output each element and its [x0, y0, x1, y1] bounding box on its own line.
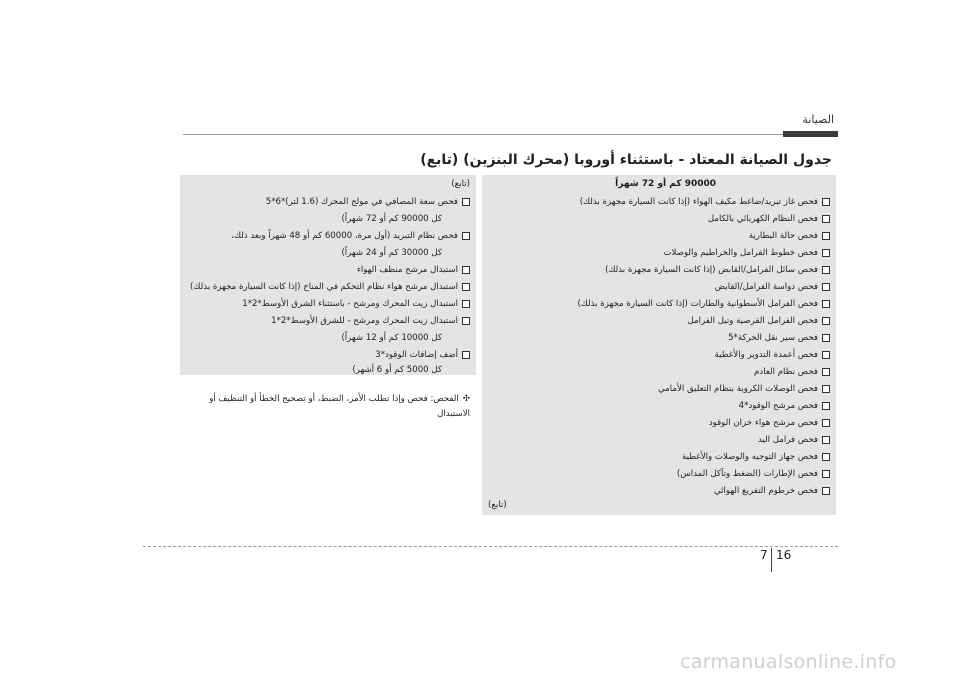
checkbox-icon [822, 300, 830, 308]
list-item: فحص فرامل اليد [758, 435, 830, 445]
checkbox-icon [822, 436, 830, 444]
table-title: جدول الصيانة المعتاد - باستثناء أوروبا (محرك البنزين) (تابع) [420, 152, 832, 168]
list-item: فحص الفرامل الأسطوانية والطارات (إذا كانت السيارة مجهزة بذلك) [577, 299, 830, 309]
checkbox-icon [822, 385, 830, 393]
footer-divider [143, 546, 838, 547]
maintenance-panel-continued [180, 175, 476, 375]
inspection-note [180, 392, 470, 422]
cross-icon: ✣ [462, 394, 470, 404]
checkbox-icon [822, 419, 830, 427]
checkbox-icon [822, 232, 830, 240]
checkbox-icon [462, 266, 470, 274]
list-item: فحص نظام التبريد (أول مرة، 60000 كم أو 48 شهراً وبعد ذلك، [231, 231, 470, 241]
checkbox-icon [822, 283, 830, 291]
list-item: فحص حالة البطارية [749, 231, 830, 241]
checkbox-icon [462, 300, 470, 308]
header-accent-bar [783, 131, 838, 137]
checkbox-icon [822, 402, 830, 410]
interval-heading: 90000 كم أو 72 شهراً [615, 179, 716, 189]
list-item: فحص أعمدة التدوير والأغطية [715, 350, 830, 360]
list-item: فحص مرشح هواء خزان الوقود [709, 418, 830, 428]
list-item: فحص نظام العادم [754, 367, 830, 377]
continued-label: (تابع) [488, 500, 507, 510]
chapter-number: 7 [760, 548, 768, 562]
list-item: فحص دواسة الفرامل/القابض [715, 282, 830, 292]
checkbox-icon [462, 351, 470, 359]
list-item: استبدال زيت المحرك ومرشح - للشرق الأوسط*2*1 [271, 316, 470, 326]
checkbox-icon [822, 351, 830, 359]
checkbox-icon [822, 266, 830, 274]
checkbox-icon [822, 453, 830, 461]
list-item-interval: كل 30000 كم أو 24 شهراً) [341, 248, 442, 258]
maintenance-panel-90000 [482, 175, 836, 515]
header-rule [183, 134, 783, 135]
list-item: فحص النظام الكهربائي بالكامل [708, 214, 830, 224]
list-item: فحص جهاز التوجيه والوصلات والأغطية [682, 452, 830, 462]
checkbox-icon [822, 368, 830, 376]
note-text: الفحص: فحص وإذا تطلب الأمر، الضبط، أو تصحيح الخطأ أو التنظيف أو الاستبدال [209, 394, 470, 419]
checkbox-icon [462, 317, 470, 325]
checkbox-icon [822, 334, 830, 342]
list-item: فحص سير نقل الحركة*5 [728, 333, 830, 343]
checkbox-icon [462, 283, 470, 291]
page-number-separator [771, 548, 772, 572]
list-item: فحص سائل الفرامل/القابض (إذا كانت السيارة مجهزة بذلك) [605, 265, 830, 275]
list-item: استبدال مرشح منظف الهواء [357, 265, 470, 275]
checkbox-icon [462, 232, 470, 240]
list-item: فحص خرطوم التفريغ الهوائي [714, 486, 830, 496]
list-item: فحص سعة المصافي في مولج المحرك (1.6 لتر)*6*5 [266, 197, 470, 207]
list-item: فحص غاز تبريد/ضاغط مكيف الهواء (إذا كانت السيارة مجهزة بذلك) [580, 197, 830, 207]
list-item-interval: كل 90000 كم أو 72 شهراً) [341, 214, 442, 224]
list-item: فحص خطوط الفرامل والخراطيم والوصلات [663, 248, 830, 258]
list-item: فحص الفرامل القرصية وتيل الفرامل [687, 316, 830, 326]
checkbox-icon [822, 317, 830, 325]
list-item: فحص مرشح الوقود*4 [739, 401, 830, 411]
checkbox-icon [822, 198, 830, 206]
checkbox-icon [822, 470, 830, 478]
page-number: 16 [776, 548, 792, 562]
checkbox-icon [822, 249, 830, 257]
list-item-interval: كل 10000 كم أو 12 شهراً) [341, 333, 442, 343]
list-item: فحص الإطارات (الضغط وتآكل المداس) [677, 469, 830, 479]
list-item: استبدال مرشح هواء نظام التحكم في المناخ (إذا كانت السيارة مجهزة بذلك) [190, 282, 470, 292]
list-item: فحص الوصلات الكروية بنظام التعليق الأمامي [658, 384, 830, 394]
list-item: استبدال زيت المحرك ومرشح - باستثناء الشرق الأوسط*2*1 [242, 299, 470, 309]
section-title: الصيانة [802, 113, 834, 126]
checkbox-icon [822, 215, 830, 223]
checkbox-icon [822, 487, 830, 495]
list-item: أضف إضافات الوقود*3 [375, 350, 470, 360]
list-item-interval: كل 5000 كم أو 6 أشهر) [352, 365, 442, 375]
watermark: carmanualsonline.info [680, 651, 897, 673]
continued-label: (تابع) [451, 179, 470, 189]
checkbox-icon [462, 198, 470, 206]
